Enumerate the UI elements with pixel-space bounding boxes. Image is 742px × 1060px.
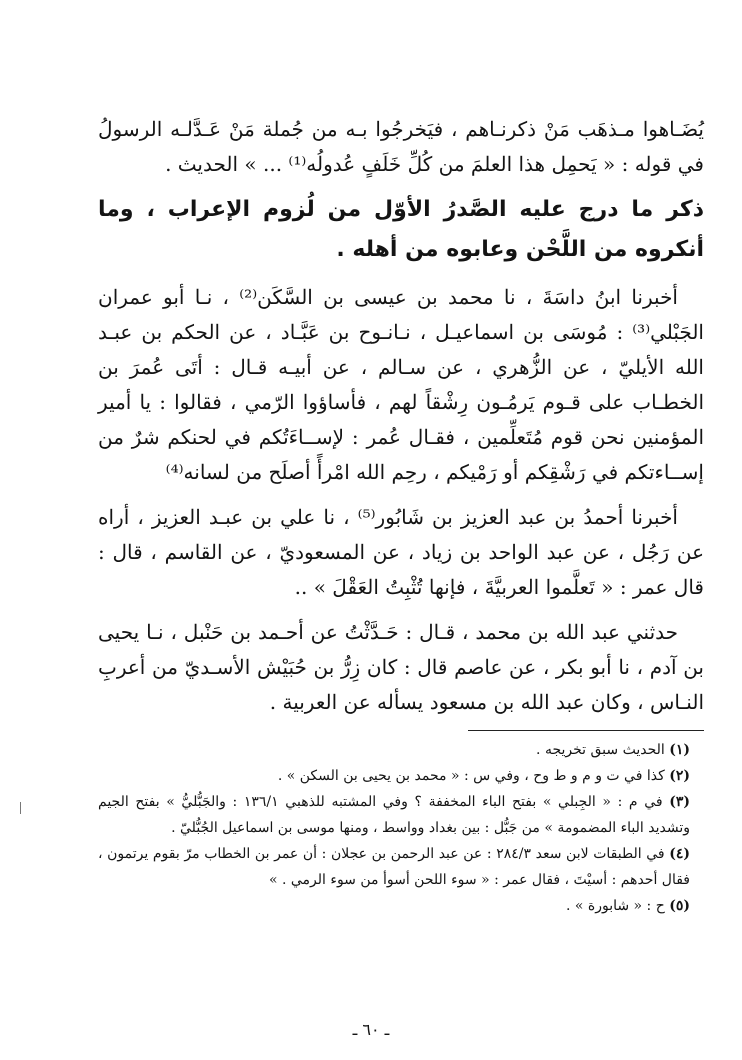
body-paragraph-continuation: يُضَـاهوا مـذهَب مَنْ ذكرنـاهم ، فيَخرجُوا بـه من جُملة مَنْ عَـدَّلـه الرسولُ في قوله : « يَحمِل هذا العلمَ من كُلِّ خَلَفٍ عُدولُه⁽¹⁾ ... » الحديث . — [98, 117, 705, 176]
footnote-3 — [98, 789, 704, 841]
footnote-text: ح : « شابورة » . — [565, 898, 665, 914]
footnote-5 — [98, 893, 704, 919]
footnote-1 — [98, 737, 704, 763]
footnote-number: (٢) — [669, 768, 690, 784]
section-heading: ذكر ما درج عليه الصَّدرُ الأوّل من لُزوم الإعراب ، وما أنكروه من اللَّحْن وعابوه من أهله . — [98, 197, 704, 262]
footnote-number: (٥) — [669, 898, 690, 914]
margin-mark — [20, 802, 21, 814]
footnote-text: في م : « الجِبلي » بفتح الباء المخففة ؟ وفي المشتبه للذهبي ١٣٦/١ : والجَبُّليُّ » بفتح الجيم وتشديد الباء المضمومة » من جَبُّل : بين بغداد وواسط ، ومنها موسى بن اسماعيل الجُبُّليّ . — [98, 794, 690, 836]
body-paragraph-3: حدثني عبد الله بن محمد ، قـال : حَـدَّثْتُ عن أحـمد بن حَنْبل ، نـا يحيى بن آدم ، نا أبو بكر ، عن عاصم قال : كان زِرُّ بن حُبَيْش الأسـديّ من أعربِ النـاس ، وكان عبد الله بن مسعود يسأله عن العربية . — [98, 620, 704, 714]
footnote-number: (٣) — [669, 794, 690, 810]
body-paragraph-1: أخبرنا ابنُ داسَةَ ، نا محمد بن عيسى بن السَّكَن⁽²⁾ ، نـا أبو عمران الجَبْلي⁽³⁾ : مُوسَى بن اسماعيـل ، نـانـوح بن عَبَّـاد ، عن الحكم بن عبـد الله الأيليّ ، عن الزُّهري ، عن سـالم ، عن أبيـه قـال : أتَى عُمرَ بن الخطـاب على قـوم يَرمُـون رِشْقاً لهم ، فأساؤوا الرّمي ، فقالوا : يا أمير المؤمنين نحن قوم مُتَعلِّمين ، فقـال عُمر : لإســاءَتُكم في لحنكم شرٌ من إســاءتكم في رَشْقِكم أو رَمْيكم ، رحِم الله امْرأً أصلَح من لسانه⁽⁴⁾ — [98, 285, 704, 484]
footnote-text: في الطبقات لابن سعد ٢٨٤/٣ : عن عبد الرحمن بن عجلان : أن عمر بن الخطاب مرّ بقوم يرتمون ، فقال أحدهم : أسيْتَ ، فقال عمر : « سوء اللحن أسوأ من سوء الرمي . » — [98, 846, 690, 888]
book-page — [98, 112, 704, 919]
page-number: ـ ٦٠ ـ — [352, 1020, 390, 1039]
footnote-text: الحديث سبق تخريجه . — [536, 742, 665, 758]
footnote-number: (٤) — [669, 846, 690, 862]
footnote-text: كذا في ت و م و ط وح ، وفي س : « محمد بن يحيى بن السكن » . — [277, 768, 665, 784]
footnote-4 — [98, 841, 704, 893]
footnotes — [98, 737, 704, 919]
footnote-number: (١) — [669, 742, 690, 758]
footnote-divider — [468, 730, 704, 731]
body-paragraph-2: أخبرنا أحمدُ بن عبد العزيز بن شَابُور⁽⁵⁾ ، نا علي بن عبـد العزيز ، أراه عن رَجُل ، عن عبد الواحد بن زياد ، عن المسعوديّ ، عن القاسم ، قال : قال عمر : « تَعلَّموا العربيَّةَ ، فإنها تُثْبِتُ العَقْلَ » .. — [98, 505, 704, 599]
footnote-2 — [98, 763, 704, 789]
